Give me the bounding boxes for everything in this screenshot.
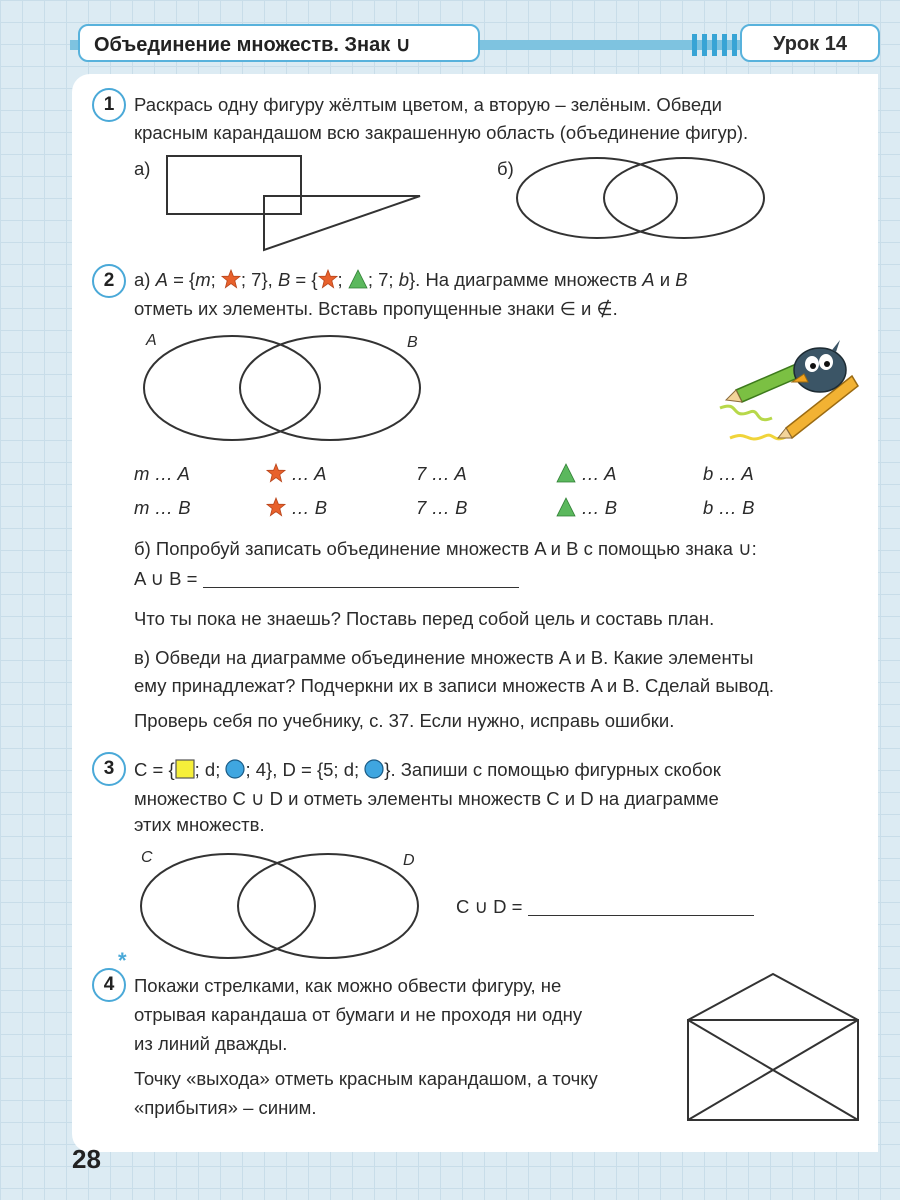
task-number-1: 1 [92,88,126,122]
union-CD-answer[interactable]: C ∪ D = [456,894,754,920]
diagram-label-B: B [407,334,418,351]
membership-7-B: 7 … B [416,497,468,518]
task4-text-line4: Точку «выхода» отметь красным карандашом, а точку [134,1068,598,1089]
envelope-roof [688,974,858,1020]
page-title: Объединение множеств. Знак ∪ [78,24,480,62]
membership-star-B: … B [266,496,327,520]
task2-text-line2: отметь их элементы. Вставь пропущенные знаки ∈ и ∉. [134,298,618,319]
membership-triangle-A: … A [556,462,616,486]
task2-c-line2: ему принадлежат? Подчеркни их в записи множеств A и B. Сделай вывод. [134,675,774,696]
task2-text-line1: а) A = {m; ; 7}, B = { ; ; 7; b}. На диаграмме множеств A и B [134,269,688,290]
diagram-label-A: A [146,332,157,349]
task3-text-line1: C = { ; d; ; 4}, D = {5; d; }. Запиши с помощью фигурных скобок [134,759,721,780]
diagram-label-D: D [403,852,415,869]
task1-text-line2: красным карандашом всю закрашенную область (объединение фигур). [134,122,749,143]
task4-star-marker: * [118,948,127,973]
union-AB-answer[interactable]: A ∪ B = [134,566,519,592]
task2-b-text: б) Попробуй записать объединение множеств A и B с помощью знака ∪: [134,538,757,559]
task4-text-line3: из линий дважды. [134,1033,288,1054]
membership-b-B: b … B [703,497,755,518]
membership-7-A: 7 … A [416,463,467,484]
task3-text-line2: множество C ∪ D и отметь элементы множеств C и D на диаграмме [134,788,719,809]
task4-text-line2: отрывая карандаша от бумаги и не проходя ни одну [134,1004,583,1025]
task-number-3: 3 [92,752,126,786]
diagram-label-C: C [141,849,153,866]
task2-check: Проверь себя по учебнику, с. 37. Если нужно, исправь ошибки. [134,710,675,731]
task-number-2: 2 [92,264,126,298]
membership-m-A: m … A [134,463,190,484]
lesson-label: Урок 14 [740,24,880,62]
membership-triangle-B: … B [556,496,617,520]
task1-label-b: б) [497,158,514,179]
membership-star-A: … A [266,462,326,486]
task1-label-a: а) [134,158,151,179]
membership-b-A: b … A [703,463,754,484]
task4-text-line1: Покажи стрелками, как можно обвести фигуру, не [134,975,562,996]
task4-text-line5: «прибытия» – синим. [134,1097,317,1118]
task-number-4: 4 [92,968,126,1002]
page-number: 28 [72,1144,101,1174]
task3-text-line3: этих множеств. [134,814,265,835]
task2-c-line1: в) Обведи на диаграмме объединение множеств A и B. Какие элементы [134,647,754,668]
membership-m-B: m … B [134,497,191,518]
task2-question: Что ты пока не знаешь? Поставь перед собой цель и составь план. [134,608,715,629]
task1-text-line1: Раскрась одну фигуру жёлтым цветом, а вторую – зелёным. Обведи [134,94,722,115]
